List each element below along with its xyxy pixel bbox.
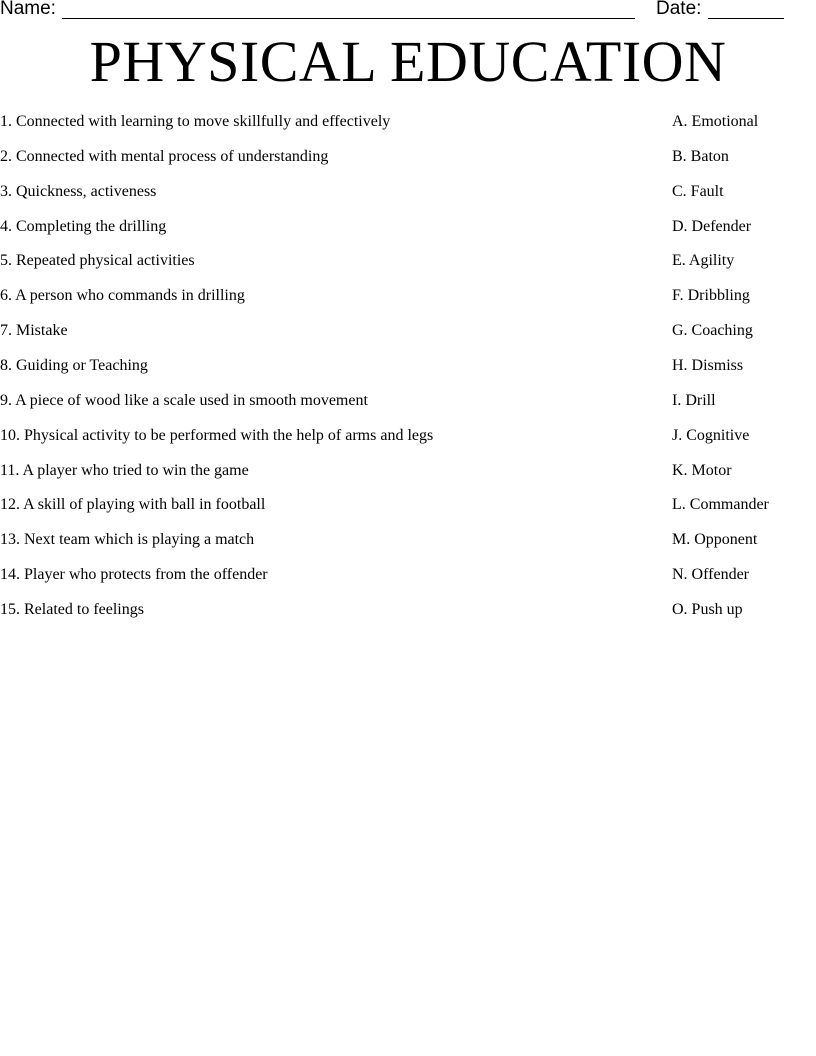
date-label: Date:	[656, 0, 702, 19]
clue-text: 11. A player who tried to win the game	[0, 461, 249, 479]
matching-row	[0, 355, 816, 379]
answer-option: N. Offender	[672, 566, 750, 584]
answer-option: A. Emotional	[672, 113, 759, 130]
matching-row	[0, 494, 816, 518]
answer-option: F. Dribbling	[672, 287, 750, 305]
answer-option: B. Baton	[672, 147, 729, 165]
clue-text: 2. Connected with mental process of understanding	[0, 147, 329, 165]
clue-text: 5. Repeated physical activities	[0, 252, 195, 270]
clue-text: 7. Mistake	[0, 322, 68, 340]
answer-option: G. Coaching	[672, 322, 753, 340]
answer-option: H. Dismiss	[672, 356, 744, 374]
matching-row	[0, 111, 816, 135]
answer-option: K. Motor	[672, 461, 732, 479]
clue-text: 3. Quickness, activeness	[0, 182, 157, 200]
answer-option: D. Defender	[672, 217, 752, 235]
clue-text: 6. A person who commands in drilling	[0, 287, 245, 305]
answer-option: J. Cognitive	[672, 426, 750, 444]
date-blank-line	[708, 18, 784, 19]
matching-row	[0, 320, 816, 344]
answer-option: I. Drill	[672, 391, 716, 409]
clue-text: 15. Related to feelings	[0, 600, 144, 618]
answer-option: O. Push up	[672, 600, 743, 618]
matching-row	[0, 390, 816, 414]
clue-text: 4. Completing the drilling	[0, 217, 167, 235]
clue-text: 10. Physical activity to be performed with the help of arms and legs	[0, 426, 434, 444]
name-blank-line	[62, 18, 635, 19]
matching-row	[0, 250, 816, 274]
matching-row	[0, 285, 816, 309]
clue-text: 9. A piece of wood like a scale used in smooth movement	[0, 391, 368, 409]
answer-option: C. Fault	[672, 182, 724, 200]
matching-row	[0, 529, 816, 553]
matching-row	[0, 599, 816, 623]
matching-row	[0, 564, 816, 588]
page-title: PHYSICAL EDUCATION	[89, 29, 727, 94]
matching-row	[0, 460, 816, 484]
matching-row	[0, 425, 816, 449]
clue-text: 14. Player who protects from the offender	[0, 566, 268, 584]
clue-text: 8. Guiding or Teaching	[0, 356, 148, 374]
matching-row	[0, 216, 816, 240]
clue-text: 1. Connected with learning to move skillfully and effectively	[0, 113, 391, 130]
answer-option: E. Agility	[672, 252, 735, 270]
answer-option: L. Commander	[672, 496, 769, 514]
clue-text: 12. A skill of playing with ball in football	[0, 496, 266, 514]
name-label: Name:	[0, 0, 56, 19]
clue-text: 13. Next team which is playing a match	[0, 531, 255, 549]
matching-row	[0, 146, 816, 170]
worksheet-header	[0, 0, 816, 24]
answer-option: M. Opponent	[672, 531, 758, 549]
matching-row	[0, 181, 816, 205]
